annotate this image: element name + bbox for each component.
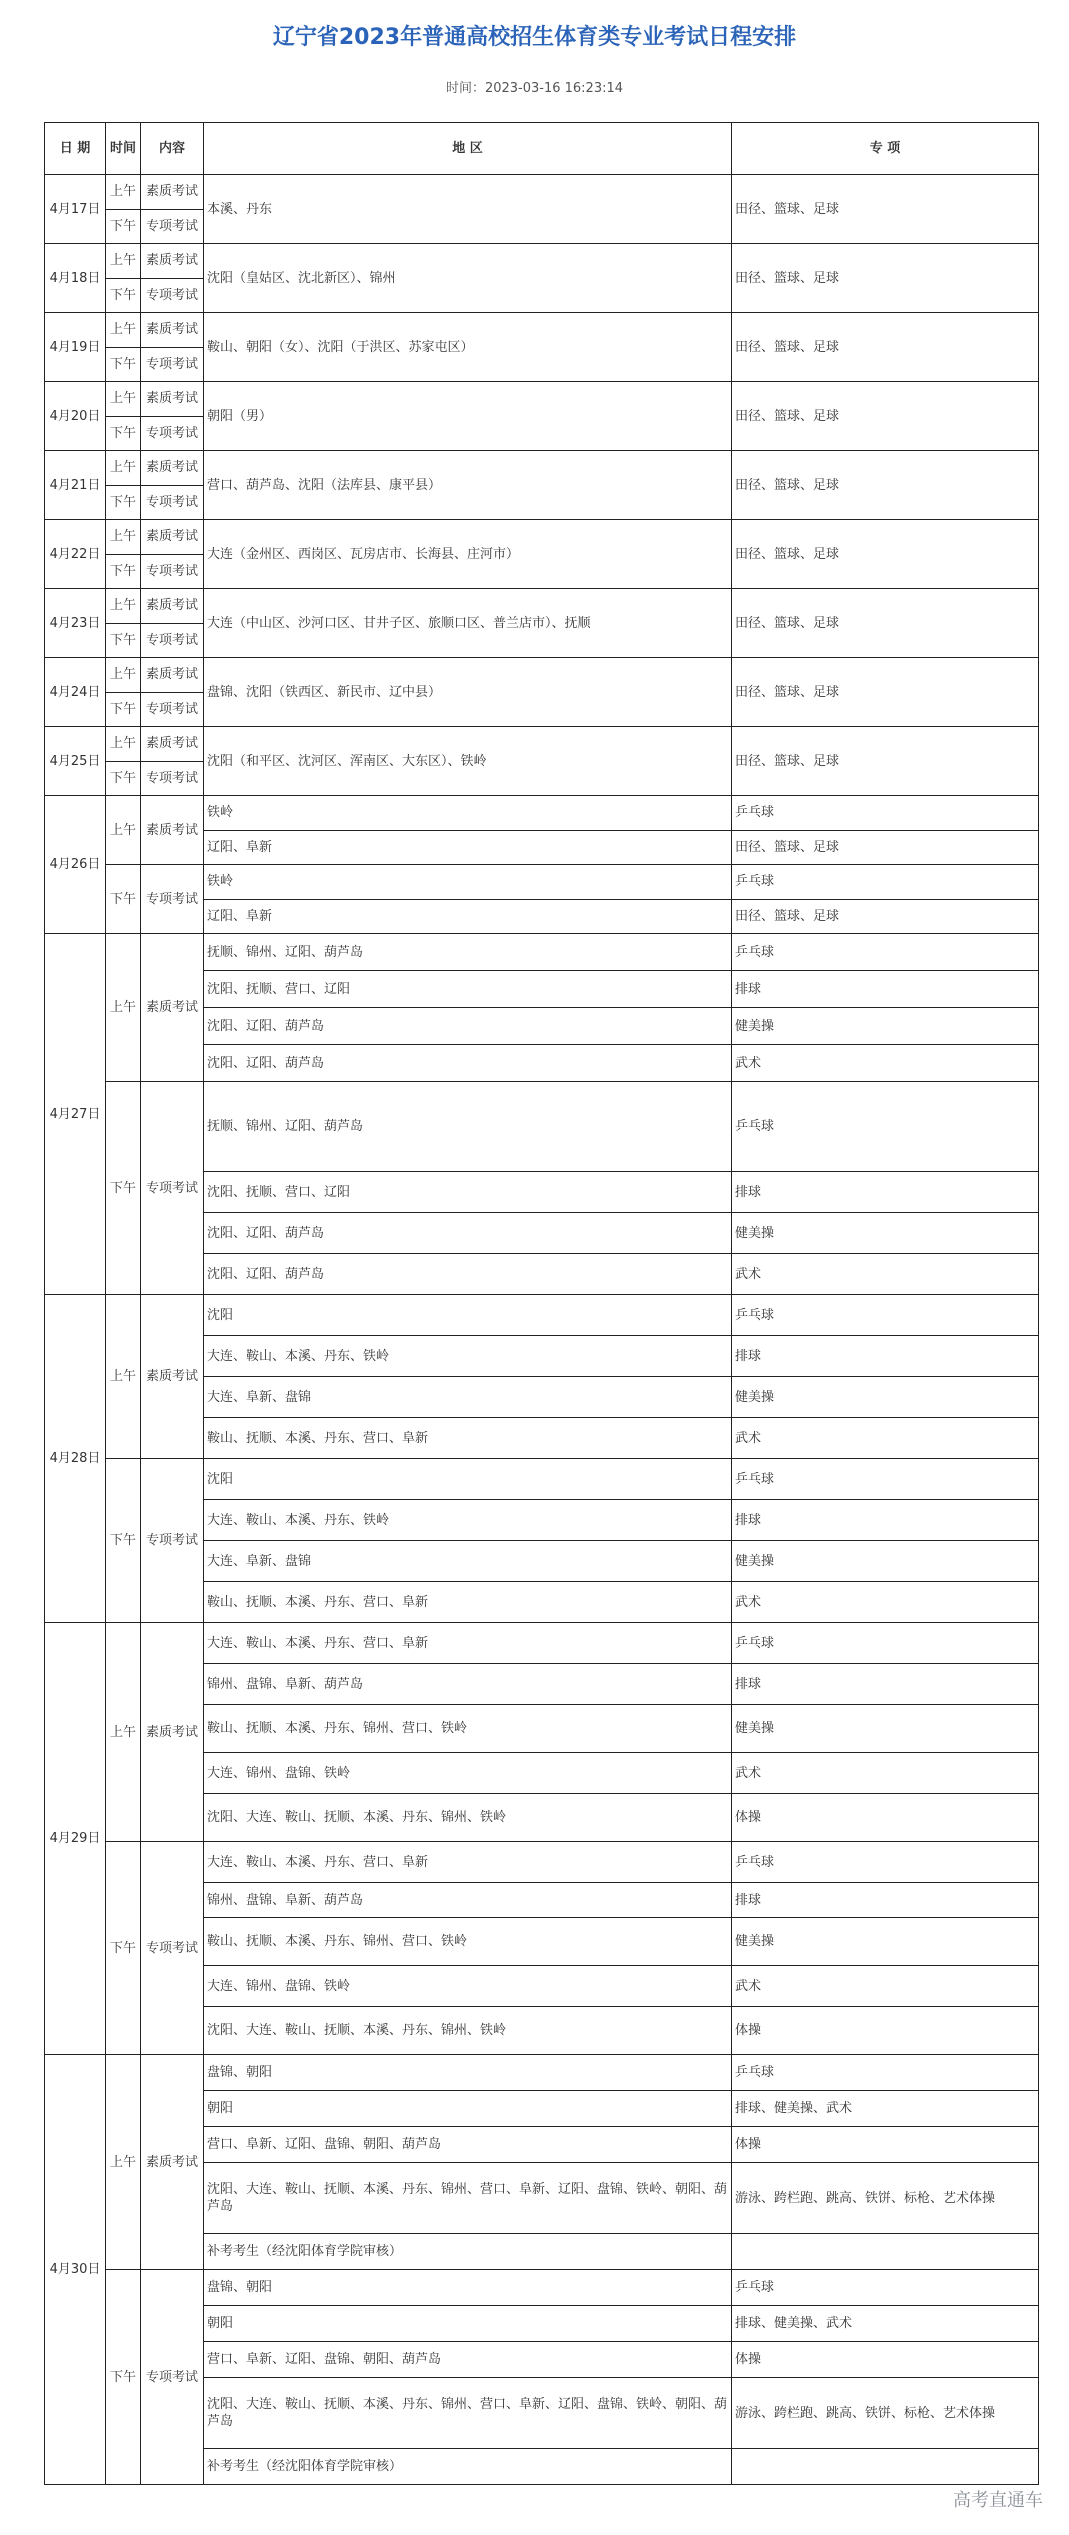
page-title: 辽宁省2023年普通高校招生体育类专业考试日程安排: [272, 25, 797, 50]
content-cell: 素质考试: [141, 313, 204, 348]
table-row: [45, 1623, 1039, 1664]
subject-cell: 乒乓球: [732, 1459, 1039, 1500]
content-cell: 专项考试: [141, 865, 204, 934]
content-cell: 素质考试: [141, 2055, 204, 2270]
region-cell: 锦州、盘锦、阜新、葫芦岛: [204, 1883, 732, 1918]
date-cell: 4月25日: [45, 727, 106, 796]
header-region: 地 区: [204, 123, 732, 175]
region-cell: 朝阳: [204, 2306, 732, 2342]
table-row: [45, 1459, 1039, 1500]
region-cell: 本溪、丹东: [204, 175, 732, 244]
subject-cell: 排球、健美操、武术: [732, 2306, 1039, 2342]
time-cell: 上午: [106, 175, 141, 210]
content-cell: 专项考试: [141, 554, 204, 589]
table-header-row: [45, 123, 1039, 175]
subject-cell: 乒乓球: [732, 1623, 1039, 1664]
content-cell: 素质考试: [141, 934, 204, 1082]
subject-cell: 武术: [732, 1966, 1039, 2007]
table-row: [45, 2270, 1039, 2306]
content-cell: 专项考试: [141, 692, 204, 727]
table-row: [45, 727, 1039, 762]
subject-cell: 排球: [732, 971, 1039, 1008]
region-cell: 辽阳、阜新: [204, 899, 732, 934]
region-cell: 鞍山、抚顺、本溪、丹东、锦州、营口、铁岭: [204, 1918, 732, 1966]
date-cell: 4月17日: [45, 175, 106, 244]
date-cell: 4月20日: [45, 382, 106, 451]
region-cell: 沈阳（皇姑区、沈北新区）、锦州: [204, 244, 732, 313]
region-cell: 锦州、盘锦、阜新、葫芦岛: [204, 1664, 732, 1705]
subject-cell: 田径、篮球、足球: [732, 382, 1039, 451]
content-cell: 专项考试: [141, 761, 204, 796]
table-row: [45, 313, 1039, 348]
time-cell: 下午: [106, 623, 141, 658]
region-cell: 补考考生（经沈阳体育学院审核）: [204, 2234, 732, 2270]
time-cell: 上午: [106, 589, 141, 624]
time-cell: 下午: [106, 1082, 141, 1295]
time-cell: 上午: [106, 1623, 141, 1842]
content-cell: 素质考试: [141, 244, 204, 279]
subject-cell: 乒乓球: [732, 1295, 1039, 1336]
content-cell: 专项考试: [141, 2270, 204, 2485]
subject-cell: 乒乓球: [732, 1082, 1039, 1172]
time-cell: 上午: [106, 313, 141, 348]
subject-cell: 排球: [732, 1172, 1039, 1213]
table-body: [45, 175, 1039, 2485]
region-cell: 沈阳、辽阳、葫芦岛: [204, 1045, 732, 1082]
content-cell: 素质考试: [141, 451, 204, 486]
date-cell: 4月26日: [45, 796, 106, 934]
subject-cell: 田径、篮球、足球: [732, 658, 1039, 727]
date-cell: 4月29日: [45, 1623, 106, 2055]
content-cell: 素质考试: [141, 382, 204, 417]
subject-cell: 健美操: [732, 1008, 1039, 1045]
subject-cell: 武术: [732, 1254, 1039, 1295]
subject-cell: 武术: [732, 1753, 1039, 1794]
schedule-table: [44, 122, 1039, 2485]
header-time: 时间: [106, 123, 141, 175]
region-cell: 朝阳: [204, 2091, 732, 2127]
region-cell: 沈阳: [204, 1295, 732, 1336]
date-cell: 4月23日: [45, 589, 106, 658]
region-cell: 大连、鞍山、本溪、丹东、铁岭: [204, 1336, 732, 1377]
region-cell: 营口、葫芦岛、沈阳（法库县、康平县）: [204, 451, 732, 520]
time-cell: 上午: [106, 451, 141, 486]
header-date: 日 期: [45, 123, 106, 175]
subject-cell: [732, 2449, 1039, 2485]
content-cell: 素质考试: [141, 520, 204, 555]
time-cell: 上午: [106, 658, 141, 693]
content-cell: 专项考试: [141, 209, 204, 244]
table-row: [45, 1082, 1039, 1172]
region-cell: 大连、阜新、盘锦: [204, 1541, 732, 1582]
time-cell: 下午: [106, 1459, 141, 1623]
time-cell: 下午: [106, 554, 141, 589]
content-cell: 素质考试: [141, 589, 204, 624]
subject-cell: 田径、篮球、足球: [732, 589, 1039, 658]
region-cell: 沈阳、抚顺、营口、辽阳: [204, 971, 732, 1008]
time-cell: 下午: [106, 761, 141, 796]
subject-cell: 体操: [732, 2007, 1039, 2055]
subject-cell: [732, 2234, 1039, 2270]
subject-cell: 健美操: [732, 1541, 1039, 1582]
subject-cell: 体操: [732, 2127, 1039, 2163]
subject-cell: 游泳、跨栏跑、跳高、铁饼、标枪、艺术体操: [732, 2163, 1039, 2234]
date-cell: 4月22日: [45, 520, 106, 589]
subject-cell: 健美操: [732, 1213, 1039, 1254]
time-cell: 下午: [106, 865, 141, 934]
region-cell: 沈阳（和平区、沈河区、浑南区、大东区）、铁岭: [204, 727, 732, 796]
time-cell: 上午: [106, 2055, 141, 2270]
time-cell: 下午: [106, 209, 141, 244]
region-cell: 铁岭: [204, 796, 732, 831]
table-row: [45, 520, 1039, 555]
subject-cell: 排球: [732, 1336, 1039, 1377]
region-cell: 抚顺、锦州、辽阳、葫芦岛: [204, 1082, 732, 1172]
table-row: [45, 244, 1039, 279]
content-cell: 专项考试: [141, 416, 204, 451]
region-cell: 大连（中山区、沙河口区、甘井子区、旅顺口区、普兰店市）、抚顺: [204, 589, 732, 658]
subject-cell: 健美操: [732, 1918, 1039, 1966]
subject-cell: 排球: [732, 1664, 1039, 1705]
time-cell: 上午: [106, 796, 141, 865]
time-cell: 下午: [106, 692, 141, 727]
region-cell: 营口、阜新、辽阳、盘锦、朝阳、葫芦岛: [204, 2342, 732, 2378]
content-cell: 素质考试: [141, 175, 204, 210]
date-cell: 4月27日: [45, 934, 106, 1295]
content-cell: 素质考试: [141, 796, 204, 865]
header-content: 内容: [141, 123, 204, 175]
date-cell: 4月18日: [45, 244, 106, 313]
time-cell: 上午: [106, 244, 141, 279]
table-row: [45, 589, 1039, 624]
region-cell: 补考考生（经沈阳体育学院审核）: [204, 2449, 732, 2485]
time-cell: 上午: [106, 934, 141, 1082]
region-cell: 盘锦、朝阳: [204, 2270, 732, 2306]
table-row: [45, 382, 1039, 417]
subject-cell: 健美操: [732, 1377, 1039, 1418]
time-cell: 上午: [106, 1295, 141, 1459]
subject-cell: 田径、篮球、足球: [732, 175, 1039, 244]
region-cell: 抚顺、锦州、辽阳、葫芦岛: [204, 934, 732, 971]
date-cell: 4月28日: [45, 1295, 106, 1623]
content-cell: 素质考试: [141, 727, 204, 762]
region-cell: 沈阳、大连、鞍山、抚顺、本溪、丹东、锦州、营口、阜新、辽阳、盘锦、铁岭、朝阳、葫芦岛: [204, 2163, 732, 2234]
content-cell: 素质考试: [141, 658, 204, 693]
subject-cell: 体操: [732, 2342, 1039, 2378]
subject-cell: 乒乓球: [732, 934, 1039, 971]
region-cell: 鞍山、抚顺、本溪、丹东、营口、阜新: [204, 1582, 732, 1623]
content-cell: 专项考试: [141, 623, 204, 658]
subject-cell: 田径、篮球、足球: [732, 313, 1039, 382]
content-cell: 专项考试: [141, 278, 204, 313]
date-cell: 4月19日: [45, 313, 106, 382]
content-cell: 素质考试: [141, 1623, 204, 1842]
content-cell: 专项考试: [141, 485, 204, 520]
region-cell: 大连、阜新、盘锦: [204, 1377, 732, 1418]
subject-cell: 排球、健美操、武术: [732, 2091, 1039, 2127]
table-row: [45, 451, 1039, 486]
subject-cell: 游泳、跨栏跑、跳高、铁饼、标枪、艺术体操: [732, 2378, 1039, 2449]
subject-cell: 排球: [732, 1500, 1039, 1541]
time-cell: 下午: [106, 347, 141, 382]
region-cell: 沈阳、辽阳、葫芦岛: [204, 1213, 732, 1254]
watermark: 高考直通车: [953, 2490, 1043, 2511]
time-cell: 下午: [106, 1842, 141, 2055]
region-cell: 鞍山、抚顺、本溪、丹东、营口、阜新: [204, 1418, 732, 1459]
table-row: [45, 2055, 1039, 2091]
header-subject: 专 项: [732, 123, 1039, 175]
subject-cell: 乒乓球: [732, 2055, 1039, 2091]
region-cell: 沈阳、大连、鞍山、抚顺、本溪、丹东、锦州、营口、阜新、辽阳、盘锦、铁岭、朝阳、葫芦岛: [204, 2378, 732, 2449]
region-cell: 大连、鞍山、本溪、丹东、营口、阜新: [204, 1842, 732, 1883]
table-row: [45, 1842, 1039, 1883]
region-cell: 大连、鞍山、本溪、丹东、营口、阜新: [204, 1623, 732, 1664]
subject-cell: 田径、篮球、足球: [732, 244, 1039, 313]
region-cell: 大连（金州区、西岗区、瓦房店市、长海县、庄河市）: [204, 520, 732, 589]
region-cell: 沈阳、抚顺、营口、辽阳: [204, 1172, 732, 1213]
region-cell: 大连、锦州、盘锦、铁岭: [204, 1966, 732, 2007]
subject-cell: 田径、篮球、足球: [732, 830, 1039, 865]
content-cell: 专项考试: [141, 347, 204, 382]
region-cell: 铁岭: [204, 865, 732, 900]
region-cell: 大连、鞍山、本溪、丹东、铁岭: [204, 1500, 732, 1541]
region-cell: 辽阳、阜新: [204, 830, 732, 865]
region-cell: 沈阳、大连、鞍山、抚顺、本溪、丹东、锦州、铁岭: [204, 2007, 732, 2055]
time-cell: 下午: [106, 416, 141, 451]
subject-cell: 健美操: [732, 1705, 1039, 1753]
table-row: [45, 796, 1039, 831]
region-cell: 盘锦、沈阳（铁西区、新民市、辽中县）: [204, 658, 732, 727]
time-cell: 下午: [106, 2270, 141, 2485]
time-cell: 下午: [106, 485, 141, 520]
subject-cell: 武术: [732, 1418, 1039, 1459]
table-row: [45, 1295, 1039, 1336]
time-cell: 上午: [106, 382, 141, 417]
time-cell: 上午: [106, 727, 141, 762]
region-cell: 鞍山、朝阳（女）、沈阳（于洪区、苏家屯区）: [204, 313, 732, 382]
region-cell: 朝阳（男）: [204, 382, 732, 451]
content-cell: 专项考试: [141, 1082, 204, 1295]
content-cell: 专项考试: [141, 1459, 204, 1623]
content-cell: 专项考试: [141, 1842, 204, 2055]
region-cell: 沈阳、辽阳、葫芦岛: [204, 1254, 732, 1295]
date-cell: 4月24日: [45, 658, 106, 727]
table-row: [45, 865, 1039, 900]
region-cell: 盘锦、朝阳: [204, 2055, 732, 2091]
subject-cell: 武术: [732, 1045, 1039, 1082]
subject-cell: 乒乓球: [732, 796, 1039, 831]
time-cell: 上午: [106, 520, 141, 555]
subject-cell: 田径、篮球、足球: [732, 899, 1039, 934]
time-cell: 下午: [106, 278, 141, 313]
region-cell: 大连、锦州、盘锦、铁岭: [204, 1753, 732, 1794]
content-cell: 素质考试: [141, 1295, 204, 1459]
region-cell: 沈阳、辽阳、葫芦岛: [204, 1008, 732, 1045]
subject-cell: 乒乓球: [732, 2270, 1039, 2306]
publish-time: 时间：2023-03-16 16:23:14: [445, 81, 624, 96]
subject-cell: 田径、篮球、足球: [732, 520, 1039, 589]
subject-cell: 乒乓球: [732, 1842, 1039, 1883]
subject-cell: 武术: [732, 1582, 1039, 1623]
table-row: [45, 934, 1039, 971]
subject-cell: 体操: [732, 1794, 1039, 1842]
date-cell: 4月30日: [45, 2055, 106, 2485]
table-row: [45, 658, 1039, 693]
region-cell: 鞍山、抚顺、本溪、丹东、锦州、营口、铁岭: [204, 1705, 732, 1753]
date-cell: 4月21日: [45, 451, 106, 520]
region-cell: 沈阳、大连、鞍山、抚顺、本溪、丹东、锦州、铁岭: [204, 1794, 732, 1842]
subject-cell: 田径、篮球、足球: [732, 727, 1039, 796]
subject-cell: 排球: [732, 1883, 1039, 1918]
table-row: [45, 175, 1039, 210]
subject-cell: 乒乓球: [732, 865, 1039, 900]
region-cell: 沈阳: [204, 1459, 732, 1500]
subject-cell: 田径、篮球、足球: [732, 451, 1039, 520]
region-cell: 营口、阜新、辽阳、盘锦、朝阳、葫芦岛: [204, 2127, 732, 2163]
